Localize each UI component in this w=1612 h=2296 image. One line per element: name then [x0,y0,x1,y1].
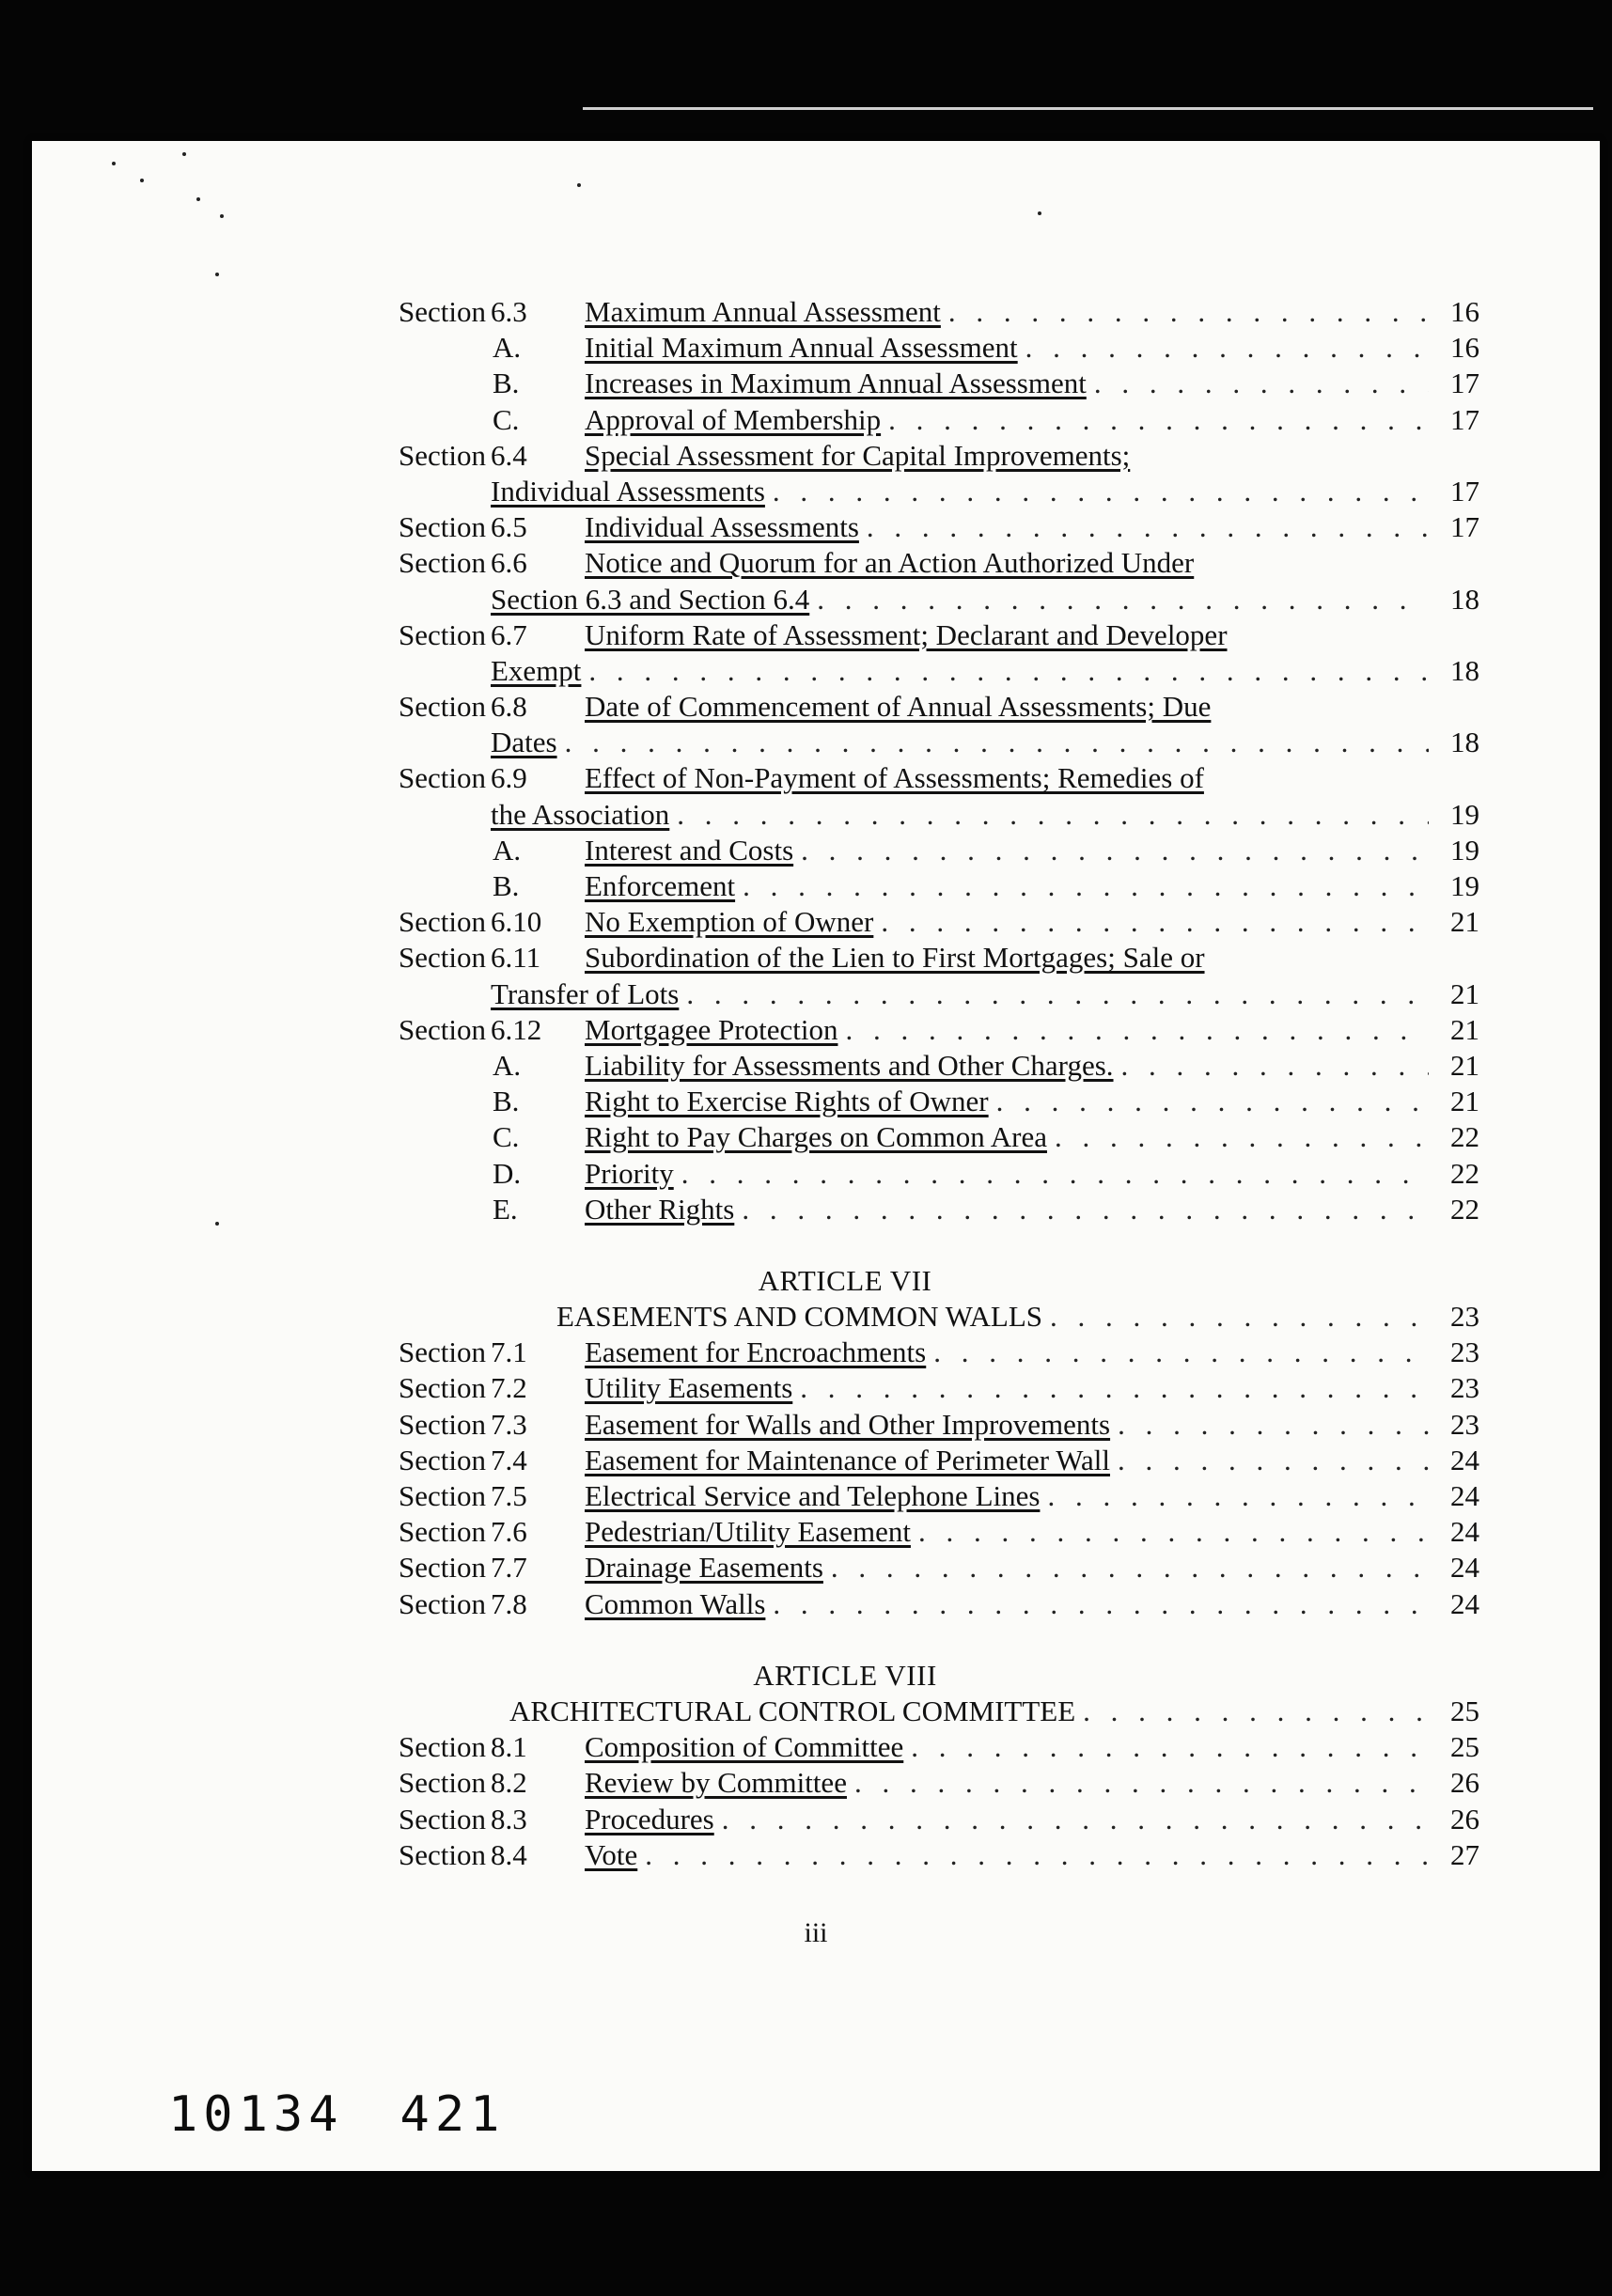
toc-page-number: 16 [1450,331,1479,365]
article-spacer [399,1622,1479,1658]
toc-entry-title: Electrical Service and Telephone Lines [585,1479,1041,1512]
dot-leader [1025,330,1429,366]
toc-entry-title: Interest and Costs [585,833,794,867]
dot-leader [831,1550,1429,1585]
toc-row [399,1586,1479,1622]
dot-leader [1121,1048,1429,1084]
toc-entry-title-continued: Exempt [491,653,582,687]
section-number: 6.5 [491,510,527,544]
dot-leader [854,1765,1429,1801]
toc-row [399,545,1479,581]
toc-page-number: 24 [1450,1586,1479,1620]
section-number: 6.3 [491,295,527,328]
scan-frame-line [583,107,1593,110]
dot-leader [722,1802,1429,1837]
toc-row-continuation [399,582,1479,617]
toc-page-number: 21 [1450,1085,1479,1118]
toc-page-number: 24 [1450,1515,1479,1549]
section-number: 7.2 [491,1371,527,1405]
toc-row [399,1335,1479,1370]
dot-leader [1047,1478,1429,1514]
toc-page-number: 23 [1450,1371,1479,1405]
toc-entry-title: Procedures [585,1802,714,1835]
toc-page-number: 21 [1450,976,1479,1010]
article-title-row [399,1299,1479,1335]
toc-entry-title: Effect of Non-Payment of Assessments; Remedies of [585,761,1204,795]
toc-page-number: 23 [1450,1407,1479,1441]
toc-row-continuation [399,653,1479,689]
toc-row [399,1012,1479,1048]
section-number: 6.12 [491,1012,542,1046]
section-label: Section [399,941,486,975]
dot-leader [1118,1443,1429,1478]
section-number: 7.6 [491,1515,527,1549]
dot-leader [1094,366,1429,401]
toc-entry-title-continued: the Association [491,797,670,831]
document-stamp [168,2086,505,2143]
section-label: Section [399,1335,486,1369]
toc-entry-title: Composition of Committee [585,1730,904,1764]
toc-page-number: 19 [1450,797,1479,831]
dot-leader [1050,1299,1429,1335]
dot-leader [801,833,1429,868]
dot-leader [1083,1694,1429,1729]
toc-entry-title: Other Rights [585,1192,735,1226]
dot-leader [1055,1119,1429,1155]
toc-row-continuation [399,797,1479,833]
dot-leader [800,1370,1429,1406]
toc-page-number: 18 [1450,582,1479,616]
toc-entry-title: No Exemption of Owner [585,905,874,939]
section-number: 6.10 [491,905,542,939]
toc-page-number: 24 [1450,1551,1479,1585]
section-number: 7.4 [491,1443,527,1476]
article-title: ARCHITECTURAL CONTROL COMMITTEE [509,1694,1076,1727]
dot-leader [773,474,1429,509]
section-label: Section [399,617,486,651]
toc-entry-title: Priority [585,1156,674,1190]
toc-page-number: 17 [1450,402,1479,436]
toc-entry-title: Easement for Maintenance of Perimeter Wall [585,1443,1111,1476]
section-label: Section [399,761,486,795]
section-number: 7.5 [491,1479,527,1512]
toc-subrow [399,1192,1479,1227]
section-number: 7.8 [491,1586,527,1620]
section-number: 6.4 [491,438,527,472]
toc-subrow [399,1156,1479,1192]
section-label: Section [399,1407,486,1441]
toc-row [399,1370,1479,1406]
dot-leader [867,509,1429,545]
subsection-letter: A. [493,331,522,365]
toc-page-number: 26 [1450,1766,1479,1800]
toc-page-number: 17 [1450,510,1479,544]
subsection-letter: A. [493,833,522,867]
toc-subrow [399,1084,1479,1119]
dot-leader [743,868,1429,904]
section-label: Section [399,1551,486,1585]
subsection-letter: B. [493,1085,520,1118]
toc-entry-title: Review by Committee [585,1766,847,1800]
subsection-letter: C. [493,1120,520,1154]
subsection-letter: A. [493,1048,522,1082]
toc-page-number: 21 [1450,905,1479,939]
dot-leader [911,1729,1429,1765]
toc-page-number: 17 [1450,474,1479,508]
toc-entry-title: Easement for Walls and Other Improvements [585,1407,1111,1441]
toc-page-number: 21 [1450,1012,1479,1046]
section-label: Section [399,1586,486,1620]
toc-page-number: 22 [1450,1120,1479,1154]
toc-entry-title: Pedestrian/Utility Easement [585,1515,911,1549]
toc-row [399,1765,1479,1801]
toc-row [399,438,1479,474]
table-of-contents [399,294,1479,1873]
toc-page-number: 24 [1450,1479,1479,1512]
toc-subrow [399,1119,1479,1155]
toc-entry-title: Initial Maximum Annual Assessment [585,331,1018,365]
toc-entry-title: Right to Pay Charges on Common Area [585,1120,1047,1154]
toc-subrow [399,330,1479,366]
toc-entry-title: Enforcement [585,869,736,902]
toc-row [399,1729,1479,1765]
dot-leader [1118,1407,1429,1443]
toc-entry-title: Increases in Maximum Annual Assessment [585,367,1087,400]
dot-leader [686,976,1429,1012]
section-number: 7.1 [491,1335,527,1369]
toc-entry-title: Maximum Annual Assessment [585,295,941,328]
section-number: 6.6 [491,546,527,580]
toc-page-number: 23 [1450,1300,1479,1334]
toc-entry-title: Mortgagee Protection [585,1012,838,1046]
toc-row [399,294,1479,330]
toc-row [399,1802,1479,1837]
section-number: 8.1 [491,1730,527,1764]
toc-entry-title: Date of Commencement of Annual Assessments; Due [585,690,1212,724]
toc-page-number: 18 [1450,726,1479,759]
section-label: Section [399,1012,486,1046]
toc-entry-title: Liability for Assessments and Other Charges. [585,1048,1114,1082]
toc-page-number: 22 [1450,1156,1479,1190]
section-label: Section [399,546,486,580]
toc-page-number: 26 [1450,1802,1479,1835]
toc-entry-title: Uniform Rate of Assessment; Declarant and Developer [585,617,1228,651]
toc-entry-title: Individual Assessments [585,510,859,544]
subsection-letter: D. [493,1156,522,1190]
subsection-letter: C. [493,402,520,436]
toc-entry-title: Drainage Easements [585,1551,823,1585]
toc-page-number: 24 [1450,1443,1479,1476]
section-label: Section [399,295,486,328]
toc-row [399,1478,1479,1514]
toc-page-number: 17 [1450,367,1479,400]
toc-page-number: 21 [1450,1048,1479,1082]
section-label: Section [399,1479,486,1512]
section-label: Section [399,1730,486,1764]
toc-entry-title-continued: Individual Assessments [491,474,765,508]
toc-entry-title: Utility Easements [585,1371,793,1405]
stamp-number-b: 421 [399,2086,506,2143]
dot-leader [588,653,1429,689]
dot-leader [773,1586,1429,1622]
toc-row [399,1443,1479,1478]
toc-page-number: 19 [1450,869,1479,902]
section-number: 7.3 [491,1407,527,1441]
toc-entry-title: Common Walls [585,1586,766,1620]
toc-row [399,509,1479,545]
section-number: 6.11 [491,941,541,975]
dot-leader [918,1514,1429,1550]
toc-row [399,940,1479,976]
toc-entry-title: Special Assessment for Capital Improvements; [585,438,1131,472]
toc-subrow [399,366,1479,401]
toc-page-number: 25 [1450,1730,1479,1764]
dot-leader [742,1192,1429,1227]
section-label: Section [399,690,486,724]
section-number: 7.7 [491,1551,527,1585]
article-heading: ARTICLE VIII [753,1658,937,1692]
toc-subrow [399,402,1479,438]
section-label: Section [399,1837,486,1871]
toc-row [399,1837,1479,1873]
toc-entry-title: Vote [585,1837,638,1871]
toc-entry-title: Easement for Encroachments [585,1335,927,1369]
toc-row-continuation [399,976,1479,1012]
page-number-roman: iii [804,1917,828,1948]
toc-entry-title: Notice and Quorum for an Action Authorized Under [585,546,1195,580]
toc-subrow [399,833,1479,868]
dot-leader [996,1084,1429,1119]
dot-leader [681,1156,1429,1192]
dot-leader [933,1335,1429,1370]
dot-leader [817,582,1429,617]
dot-leader [888,402,1429,438]
toc-row [399,617,1479,653]
dot-leader [881,904,1429,940]
toc-subrow [399,1048,1479,1084]
toc-page-number: 27 [1450,1837,1479,1871]
toc-row-continuation [399,474,1479,509]
dot-leader [565,725,1429,760]
toc-entry-title-continued: Section 6.3 and Section 6.4 [491,582,810,616]
section-number: 8.3 [491,1802,527,1835]
section-label: Section [399,1443,486,1476]
subsection-letter: E. [493,1192,518,1226]
toc-page-number: 22 [1450,1192,1479,1226]
toc-row [399,760,1479,796]
document-page [32,141,1600,2171]
toc-page-number: 19 [1450,833,1479,867]
toc-entry-title: Approval of Membership [585,402,882,436]
dot-leader [948,294,1429,330]
section-number: 8.2 [491,1766,527,1800]
section-label: Section [399,905,486,939]
toc-row-continuation [399,725,1479,760]
dot-leader [845,1012,1429,1048]
toc-page-number: 16 [1450,295,1479,328]
subsection-letter: B. [493,367,520,400]
toc-entry-title: Subordination of the Lien to First Mortgages; Sale or [585,941,1205,975]
toc-page-number: 23 [1450,1335,1479,1369]
article-spacer [399,1227,1479,1263]
toc-page-number: 25 [1450,1694,1479,1727]
article-title-row [399,1694,1479,1729]
dot-leader [645,1837,1429,1873]
section-label: Section [399,1766,486,1800]
dot-leader [677,797,1429,833]
toc-row [399,1550,1479,1585]
section-number: 6.9 [491,761,527,795]
section-label: Section [399,510,486,544]
section-number: 8.4 [491,1837,527,1871]
section-number: 6.8 [491,690,527,724]
toc-subrow [399,868,1479,904]
section-number: 6.7 [491,617,527,651]
toc-row [399,1407,1479,1443]
toc-entry-title-continued: Dates [491,726,557,759]
toc-page-number: 18 [1450,653,1479,687]
section-label: Section [399,1802,486,1835]
article-title: EASEMENTS AND COMMON WALLS [556,1300,1042,1334]
section-label: Section [399,438,486,472]
article-heading: ARTICLE VII [758,1263,932,1297]
subsection-letter: B. [493,869,520,902]
toc-entry-title: Right to Exercise Rights of Owner [585,1085,989,1118]
section-label: Section [399,1371,486,1405]
toc-row [399,1514,1479,1550]
stamp-number-a: 10134 [168,2086,344,2143]
toc-row [399,904,1479,940]
toc-entry-title-continued: Transfer of Lots [491,976,680,1010]
section-label: Section [399,1515,486,1549]
toc-row [399,689,1479,725]
